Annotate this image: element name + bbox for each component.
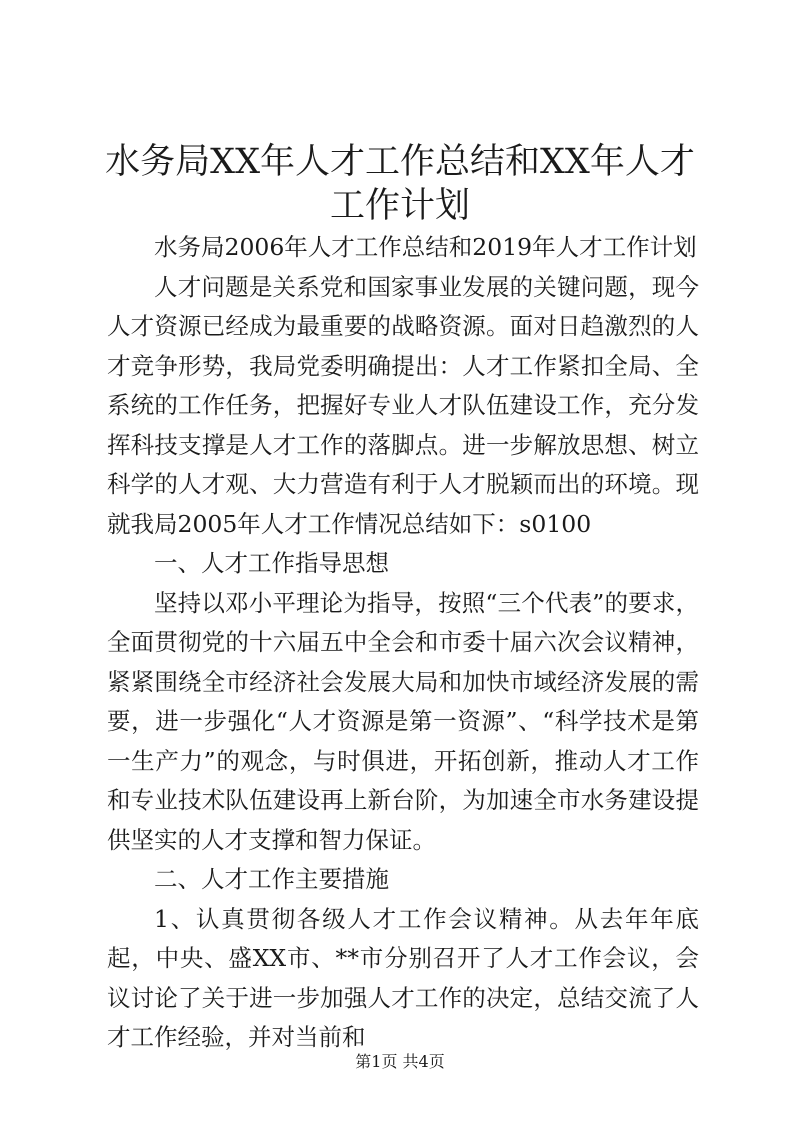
intro-paragraph: 人才问题是关系党和国家事业发展的关键问题，现今人才资源已经成为最重要的战略资源。面对日趋激烈的人才竞争形势，我局党委明确提出：人才工作紧扣全局、全系统的工作任务，把握好专业人才队伍建设工作，充分发挥科技支撑是人才工作的落脚点。进一步解放思想、树立科学的人才观、大力营造有利于人才脱颖而出的环境。现就我局2005年人才工作情况总结如下：s0100	[107, 272, 699, 538]
subtitle-paragraph: 水务局2006年人才工作总结和2019年人才工作计划	[154, 233, 697, 261]
page-footer: 第1页 共4页	[355, 1052, 445, 1071]
section-heading-guiding-thought: 一、人才工作指导思想	[154, 549, 389, 577]
section-heading-main-measures: 二、人才工作主要措施	[154, 865, 389, 893]
document-title: 水务局XX年人才工作总结和XX年人才工作计划	[105, 142, 695, 226]
measure-1-paragraph: 1、认真贯彻各级人才工作会议精神。从去年年底起，中央、盛XX市、**市分别召开了人才工作会议，会议讨论了关于进一步加强人才工作的决定，总结交流了人才工作经验，并对当前和	[107, 904, 699, 1051]
document-body	[107, 228, 699, 1058]
guiding-thought-paragraph: 坚持以邓小平理论为指导，按照“三个代表”的要求，全面贯彻党的十六届五中全会和市委十届六次会议精神，紧紧围绕全市经济社会发展大局和加快市域经济发展的需要，进一步强化“人才资源是第一资源”、“科学技术是第一生产力”的观念，与时俱进，开拓创新，推动人才工作和专业技术队伍建设再上新台阶，为加速全市水务建设提供坚实的人才支撑和智力保证。	[107, 588, 699, 854]
